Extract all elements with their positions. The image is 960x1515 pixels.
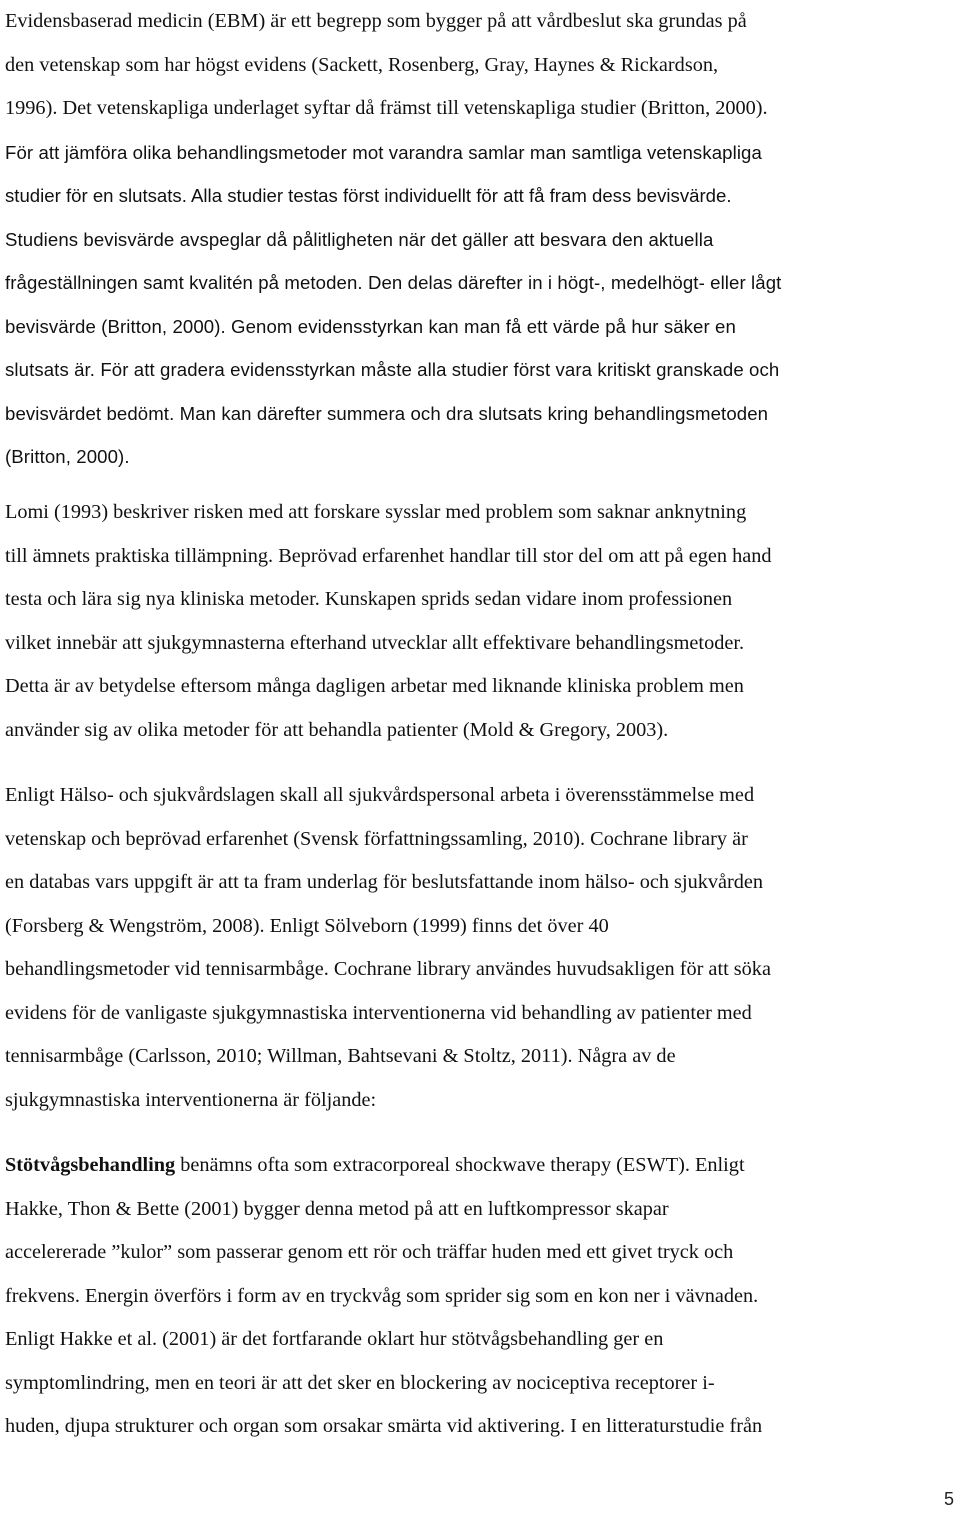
text-line: (Britton, 2000). — [5, 446, 130, 467]
text-line: symptomlindring, men en teori är att det sker en blockering av nociceptiva receptorer i- — [5, 1371, 715, 1394]
text-line: evidens för de vanligaste sjukgymnastiska interventionerna vid behandling av patienter med — [5, 1001, 752, 1024]
text-line — [5, 1144, 955, 1188]
page-number: 5 — [943, 1489, 954, 1509]
term-stotvagsbehandling: Stötvågsbehandling — [5, 1154, 176, 1176]
text-line: till ämnets praktiska tillämpning. Beprövad erfarenhet handlar till stor del om att på egen hand — [5, 544, 772, 567]
text-line: den vetenskap som har högst evidens (Sackett, Rosenberg, Gray, Haynes & Rickardson, — [5, 53, 719, 76]
text-line: en databas vars uppgift är att ta fram underlag för beslutsfattande inom hälso- och sjukvården — [5, 871, 764, 893]
text-segment: benämns ofta som extracorporeal shockwave therapy (ESWT). Enligt — [175, 1154, 745, 1176]
text-line: vetenskap och beprövad erfarenhet (Svensk författningssamling, 2010). Cochrane library är — [5, 827, 748, 850]
text-line: tennisarmbåge (Carlsson, 2010; Willman, Bahtsevani & Stoltz, 2011). Några av de — [5, 1045, 676, 1067]
text-line: Studiens bevisvärde avspeglar då pålitligheten när det gäller att besvara den aktuella — [5, 228, 714, 250]
text-line: Lomi (1993) beskriver risken med att forskare sysslar med problem som saknar anknytning — [5, 501, 747, 523]
text-line: använder sig av olika metoder för att behandla patienter (Mold & Gregory, 2003). — [5, 718, 669, 741]
text-line: slutsats är. För att gradera evidensstyrkan måste alla studier först vara kritiskt granskade och — [5, 359, 780, 380]
paragraph-lomi — [5, 491, 955, 752]
text-line: Detta är av betydelse eftersom många dagligen arbetar med liknande kliniska problem men — [5, 675, 744, 697]
text-segment: studier för en slutsats. Alla studier testas först individuellt för att få fram dess bevisvärde. — [5, 185, 732, 206]
text-line: Hakke, Thon & Bette (2001) bygger denna metod på att en luftkompressor skapar — [5, 1197, 669, 1220]
text-line: För att jämföra olika behandlingsmetoder mot varandra samlar man samtliga vetenskapliga — [5, 141, 762, 163]
text-line: vilket innebär att sjukgymnasterna efterhand utvecklar allt effektivare behandlingsmetoder. — [5, 631, 745, 654]
text-line: frekvens. Energin överförs i form av en tryckvåg som sprider sig som en kon ner i vävnaden. — [5, 1284, 759, 1307]
text-line: behandlingsmetoder vid tennisarmbåge. Cochrane library användes huvudsakligen för att söka — [5, 958, 771, 980]
text-line — [5, 174, 955, 218]
text-line: huden, djupa strukturer och organ som orsakar smärta vid aktivering. I en litteraturstudie från — [5, 1415, 763, 1437]
text-line: frågeställningen samt kvalitén på metoden. Den delas därefter in i högt-, medelhögt- eller lågt — [5, 272, 782, 293]
text-line: testa och lära sig nya kliniska metoder. Kunskapen sprids sedan vidare inom professionen — [5, 588, 733, 610]
paragraph-stotvagsbehandling — [5, 1144, 955, 1449]
text-line: Evidensbaserad medicin (EBM) är ett begrepp som bygger på att vårdbeslut ska grundas på — [5, 10, 747, 32]
text-line: 1996). Det vetenskapliga underlaget syftar då främst till vetenskapliga studier (Britton, 2000). — [5, 97, 768, 119]
text-line: Enligt Hakke et al. (2001) är det fortfarande oklart hur stötvågsbehandling ger en — [5, 1328, 664, 1350]
paragraph-halso-sjukvardslagen — [5, 774, 955, 1122]
text-line: (Forsberg & Wengström, 2008). Enligt Sölveborn (1999) finns det över 40 — [5, 914, 609, 937]
text-line: bevisvärdet bedömt. Man kan därefter summera och dra slutsats kring behandlingsmetoden — [5, 402, 769, 424]
text-line: sjukgymnastiska interventionerna är följande: — [5, 1088, 377, 1111]
text-line: bevisvärde (Britton, 2000). Genom evidensstyrkan kan man få ett värde på hur säker en — [5, 315, 736, 337]
text-line: accelererade ”kulor” som passerar genom ett rör och träffar huden med ett givet tryck och — [5, 1241, 734, 1263]
paragraph-ebm — [5, 0, 955, 479]
text-line: Enligt Hälso- och sjukvårdslagen skall all sjukvårdspersonal arbeta i överensstämmelse med — [5, 784, 755, 806]
